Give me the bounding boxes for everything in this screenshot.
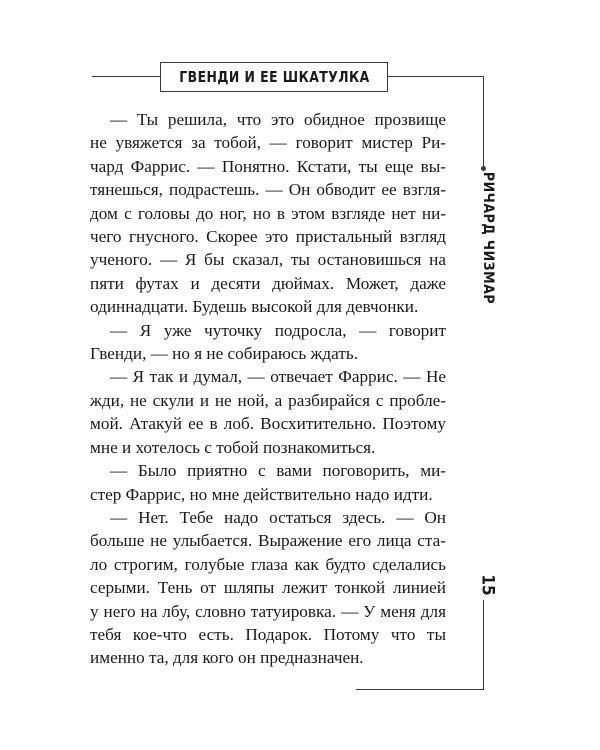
text-line: стер Фаррис, но мне действительно надо идти. (90, 484, 433, 504)
frame-top-right-line (388, 76, 484, 77)
text-line: — Было приятно с вами поговорить, ми- (110, 461, 446, 481)
text-line: тянешься, подрастешь. — Он обводит ее взгля- (90, 180, 446, 200)
text-line: больше не улыбается. Выражение его лица ста- (90, 531, 446, 551)
text-line: тебя кое-что есть. Подарок. Потому что ты (90, 624, 446, 644)
text-line: чего гнусного. Скорее это пристальный взгляд (90, 227, 446, 247)
body-text (90, 108, 446, 670)
frame-right-upper-line (483, 76, 484, 168)
text-line: дом с головы до ног, но в этом взгляде нет ни- (90, 203, 446, 223)
frame-top-left-line (92, 76, 160, 77)
page-number: 15 (477, 574, 498, 596)
text-line: — Я так и думал, — отвечает Фаррис. — Не (110, 367, 446, 387)
frame-bottom-line (356, 689, 484, 690)
text-line: мой. Атакуй ее в лоб. Восхитительно. Поэтому (90, 414, 446, 434)
text-line: жди, не скули и не ной, а разбирайся с пробле- (90, 390, 446, 410)
author-name: РИЧАРД ЧИЗМАР (480, 171, 496, 305)
text-line: не увяжется за тобой, — говорит мистер Ри- (90, 133, 446, 153)
text-line: ло строгим, голубые глаза как будто сделались (90, 554, 446, 574)
book-title: ГВЕНДИ И ЕЕ ШКАТУЛКА (178, 68, 370, 86)
page-number-box (472, 570, 504, 600)
text-line: серыми. Тень от шляпы лежит тонкой линией (90, 578, 446, 598)
text-line: — Нет. Тебе надо остаться здесь. — Он (110, 507, 446, 527)
text-line: — Я уже чуточку подросла, — говорит (110, 320, 446, 340)
text-line: Гвенди, — но я не собираюсь ждать. (90, 344, 358, 364)
text-line: пяти футах и десяти дюймах. Может, даже (90, 273, 446, 293)
text-line: мне и хотелось с тобой познакомиться. (90, 437, 376, 457)
frame-top-dot (481, 166, 486, 171)
text-line: ученого. — Я бы сказал, ты остановишься на (90, 250, 446, 270)
author-sidebar (472, 171, 504, 305)
running-header (160, 62, 388, 92)
frame-right-lower-line (483, 600, 484, 690)
text-line: одиннадцати. Будешь высокой для девчонки. (90, 297, 419, 317)
text-line: чард Фаррис. — Понятно. Кстати, ты еще вы- (90, 156, 446, 176)
text-line: — Ты решила, что это обидное прозвище (110, 110, 446, 129)
text-line: у него на лбу, словно татуировка. — У меня для (90, 601, 446, 621)
text-line: именно та, для кого он предназначен. (90, 648, 364, 668)
